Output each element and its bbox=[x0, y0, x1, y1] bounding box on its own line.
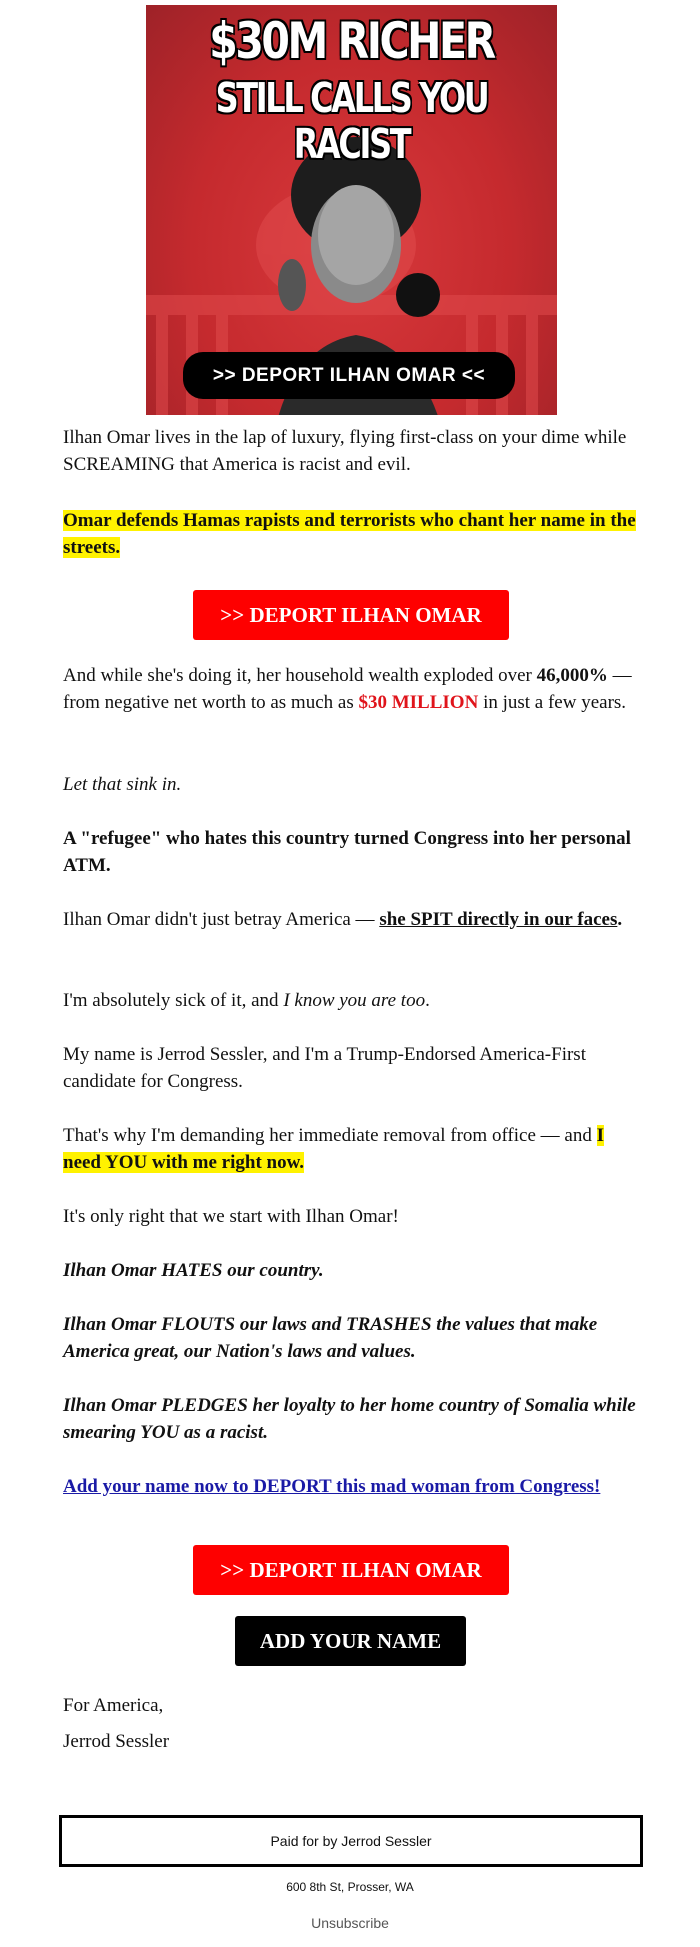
paragraph-flouts: Ilhan Omar FLOUTS our laws and TRASHES the values that make America great, our Nation's laws and values. bbox=[63, 1314, 598, 1362]
paragraph-betray bbox=[63, 906, 638, 933]
paid-for-box bbox=[59, 1815, 643, 1867]
italic-text: I know you are too bbox=[283, 990, 426, 1011]
deport-button-2[interactable]: >> DEPORT ILHAN OMAR bbox=[193, 1545, 509, 1595]
text: Ilhan Omar didn't just betray America — bbox=[63, 909, 380, 930]
paragraph-my-name: My name is Jerrod Sessler, and I'm a Trump-Endorsed America-First candidate for Congress. bbox=[63, 1044, 586, 1092]
signoff bbox=[63, 1688, 638, 1760]
hero-deport-pill: >> DEPORT ILHAN OMAR << bbox=[183, 352, 515, 399]
paragraph-hamas bbox=[63, 507, 638, 561]
footer-address: 600 8th St, Prosser, WA bbox=[286, 1880, 414, 1894]
hero-subheadline: STILL CALLS YOU RACIST bbox=[215, 74, 488, 168]
hero-image[interactable] bbox=[146, 5, 557, 415]
text: — from negative net worth to as much as bbox=[63, 665, 632, 713]
highlight-text: Omar defends Hamas rapists and terrorists who chant her name in the streets. bbox=[63, 510, 636, 558]
paragraph-wealth bbox=[63, 662, 638, 716]
highlight-text: I need YOU with me right now. bbox=[63, 1125, 604, 1173]
paragraph-hates: Ilhan Omar HATES our country. bbox=[63, 1260, 324, 1281]
text: And while she's doing it, her household wealth exploded over bbox=[63, 665, 537, 686]
paragraph-pledges: Ilhan Omar PLEDGES her loyalty to her home country of Somalia while smearing YOU as a racist. bbox=[63, 1395, 636, 1443]
text: in just a few years. bbox=[478, 692, 627, 713]
paragraph-sink-in: Let that sink in. bbox=[63, 774, 182, 795]
paragraph-intro: Ilhan Omar lives in the lap of luxury, flying first-class on your dime while SCREAMING that America is racist and evil. bbox=[63, 427, 627, 475]
paragraph-sick bbox=[63, 987, 638, 1014]
signoff-text: For America, bbox=[63, 1695, 164, 1716]
paragraph-refugee: A "refugee" who hates this country turned Congress into her personal ATM. bbox=[63, 828, 631, 876]
add-your-name-button[interactable]: ADD YOUR NAME bbox=[235, 1616, 466, 1666]
paragraph-link bbox=[63, 1473, 638, 1500]
text: . bbox=[425, 990, 430, 1011]
deport-button[interactable]: >> DEPORT ILHAN OMAR bbox=[193, 590, 509, 640]
unsubscribe-link[interactable]: Unsubscribe bbox=[311, 1915, 389, 1931]
text: I'm absolutely sick of it, and bbox=[63, 990, 284, 1011]
signature: Jerrod Sessler bbox=[63, 1731, 170, 1752]
percent-figure: 46,000% bbox=[536, 665, 608, 686]
text: That's why I'm demanding her immediate removal from office — and bbox=[63, 1125, 597, 1146]
add-name-link[interactable]: Add your name now to DEPORT this mad woman from Congress! bbox=[63, 1476, 601, 1497]
hero-headline: $30M RICHER bbox=[209, 12, 494, 70]
paragraph-start: It's only right that we start with Ilhan Omar! bbox=[63, 1206, 399, 1227]
underlined-text: she SPIT directly in our faces bbox=[379, 909, 618, 930]
text: . bbox=[617, 909, 623, 930]
paid-for-text: Paid for by Jerrod Sessler bbox=[270, 1833, 432, 1849]
money-figure: $30 MILLION bbox=[358, 692, 479, 713]
paragraph-demand bbox=[63, 1122, 638, 1176]
